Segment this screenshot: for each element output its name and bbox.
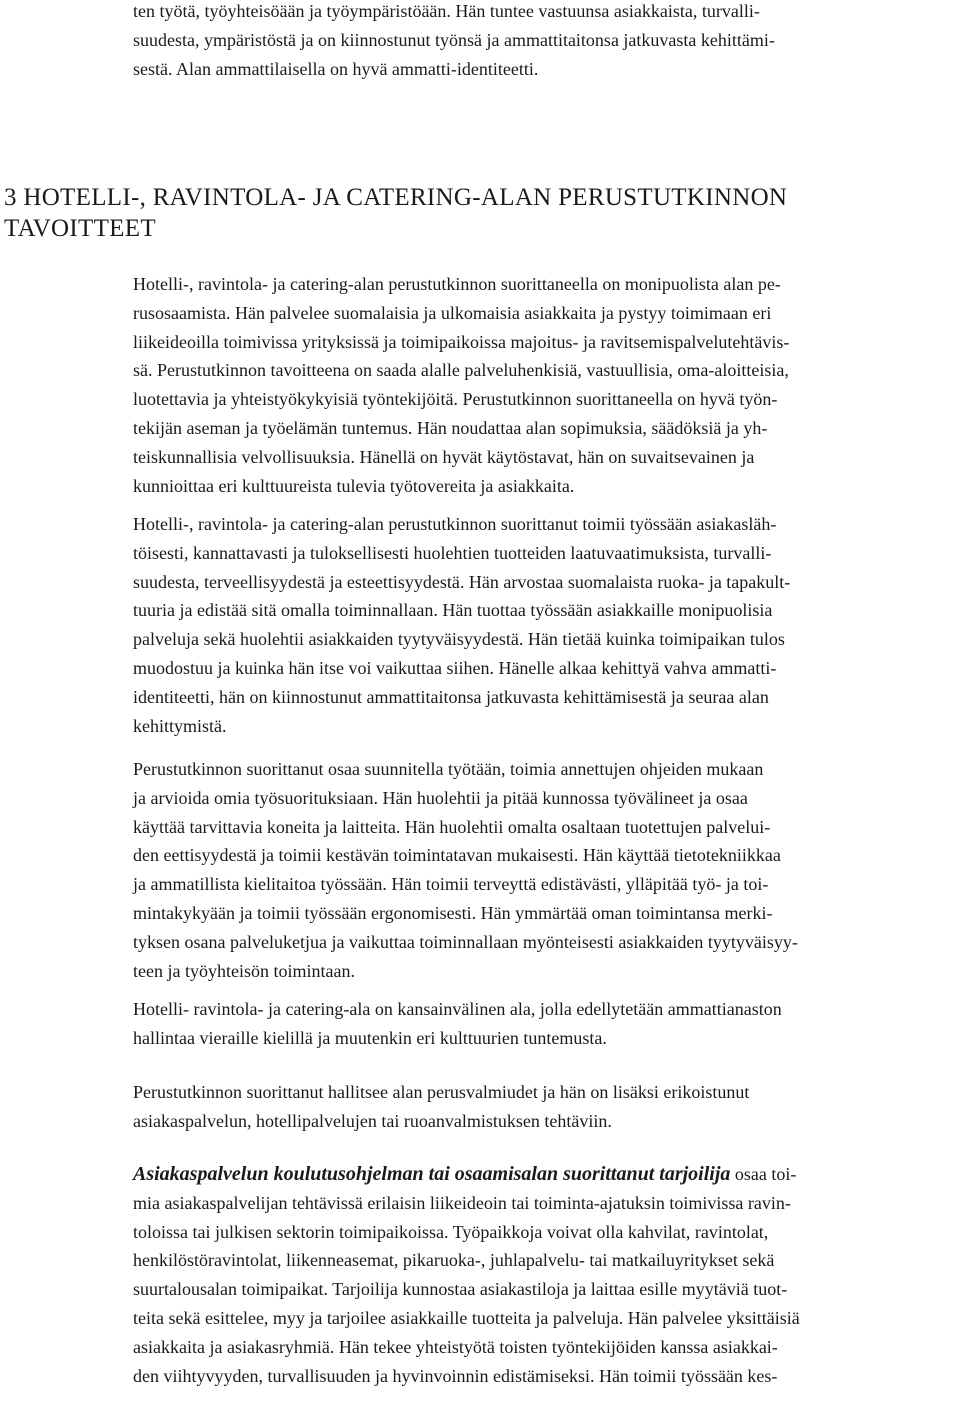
text-line: ja arvioida omia työsuorituksiaan. Hän huolehtii ja pitää kunnossa työvälineet ja osaa	[133, 787, 748, 808]
text-line: teen ja työyhteisön toimintaan.	[133, 960, 355, 981]
text-line: kunnioittaa eri kulttuureista tulevia työtovereita ja asiakkaita.	[133, 475, 575, 496]
text-line: Perustutkinnon suorittanut hallitsee alan perusvalmiudet ja hän on lisäksi erikoistunut	[133, 1082, 750, 1102]
text-line: Perustutkinnon suorittanut osaa suunnitella työtään, toimia annettujen ohjeiden mukaan	[133, 759, 764, 779]
text-line: tuuria ja edistää sitä omalla toiminnallaan. Hän tuottaa työssään asiakkaille monipuolisia	[133, 600, 773, 621]
paragraph-specialization	[133, 1078, 945, 1136]
text-line: tyksen osana palveluketjua ja vaikuttaa toiminnallaan myönteisesti asiakkaiden tyytyväisyy-	[133, 931, 798, 952]
text-line: sä. Perustutkinnon tavoitteena on saada alalle palveluhenkisiä, vastuullisia, oma-aloitteisia,	[133, 360, 789, 381]
text-line: tekijän aseman ja työelämän tuntemus. Hän noudattaa alan sopimuksia, säädöksiä ja yh-	[133, 417, 768, 438]
text-line: hallintaa vieraille kielillä ja muutenkin eri kulttuurien tuntemusta.	[133, 1027, 607, 1048]
text-line: ja ammatillista kielitaitoa työssään. Hän toimii terveyttä edistävästi, ylläpitää työ- ja toi-	[133, 874, 769, 895]
text-line: luotettavia ja yhteistyökykyisiä työntekijöitä. Perustutkinnon suorittaneella on hyvä työn-	[133, 389, 778, 410]
text-line: Hotelli- ravintola- ja catering-ala on kansainvälinen ala, jolla edellytetään ammattianaston	[133, 999, 782, 1019]
paragraph-goals	[133, 270, 945, 500]
text-line: ten työtä, työyhteisöään ja työympäristöään. Hän tuntee vastuunsa asiakkaista, turvalli-	[133, 1, 760, 21]
lead-emphasis: Asiakaspalvelun koulutusohjelman tai osaamisalan suorittanut tarjoilija	[133, 1163, 731, 1185]
paragraph-customer-oriented	[133, 510, 945, 740]
text-line: palveluja sekä huolehtii asiakkaiden tyytyväisyydestä. Hän tietää kuinka toimipaikan tulos	[133, 629, 785, 650]
section-heading-line: 3 HOTELLI-, RAVINTOLA- JA CATERING-ALAN PERUSTUTKINNON	[4, 184, 788, 211]
text-line: teiskunnallisia velvollisuuksia. Hänellä on hyvät käytöstavat, hän on suvaitsevainen ja	[133, 446, 755, 467]
text-line: Hotelli-, ravintola- ja catering-alan perustutkinnon suorittaneella on monipuolista alan pe-	[133, 274, 781, 294]
lead-continuation: osaa toi-	[730, 1164, 797, 1184]
text-line: rusosaamista. Hän palvelee suomalaisia ja ulkomaisia asiakkaita ja pystyy toimimaan eri	[133, 302, 772, 323]
section-heading	[4, 182, 944, 244]
text-line: suurtalousalan toimipaikat. Tarjoilija kunnostaa asiakastiloja ja laittaa esille myytäviä tuot-	[133, 1279, 788, 1300]
text-line: muodostuu ja kuinka hän itse voi vaikuttaa siihen. Hänelle alkaa kehittyä vahva ammatti-	[133, 657, 777, 678]
text-line: Hotelli-, ravintola- ja catering-alan perustutkinnon suorittanut toimii työssään asiakasläh-	[133, 514, 777, 534]
paragraph-waiter	[133, 1160, 945, 1390]
paragraph-international	[133, 995, 945, 1053]
text-line: töisesti, kannattavasti ja tuloksellisesti huolehtien tuotteiden laatuvaatimuksista, turvalli-	[133, 542, 772, 563]
text-line: identiteetti, hän on kiinnostunut ammattitaitonsa jatkuvasta kehittämisestä ja seuraa alan	[133, 686, 769, 707]
text-line: käyttää tarvittavia koneita ja laitteita. Hän huolehtii omalta osaltaan tuotettujen palvelui-	[133, 816, 771, 837]
text-line: mia asiakaspalvelijan tehtävissä erilaisin liikeideoin tai toiminta-ajatuksin toimivissa ravin-	[133, 1192, 791, 1213]
text-line: mintakykyään ja toimii työssään ergonomisesti. Hän ymmärtää oman toimintansa merki-	[133, 902, 773, 923]
text-line: den viihtyvyyden, turvallisuuden ja hyvinvoinnin edistämiseksi. Hän toimii työssään kes-	[133, 1365, 778, 1386]
paragraph-planning	[133, 755, 945, 985]
text-line	[133, 1160, 945, 1189]
text-line: toloissa tai julkisen sektorin toimipaikoissa. Työpaikkoja voivat olla kahvilat, ravintolat,	[133, 1221, 769, 1242]
text-line: liikeideoilla toimivissa yrityksissä ja toimipaikoissa majoitus- ja ravitsemispalvelutehtävis-	[133, 331, 790, 352]
text-line: asiakaspalvelun, hotellipalvelujen tai ruoanvalmistuksen tehtäviin.	[133, 1110, 612, 1131]
intro-paragraph	[133, 0, 945, 83]
text-line: teita sekä esittelee, myy ja tarjoilee asiakkaille tuotteita ja palveluja. Hän palvelee yksittäisiä	[133, 1307, 800, 1328]
text-line: suudesta, ympäristöstä ja on kiinnostunut työnsä ja ammattitaitonsa jatkuvasta kehittämi-	[133, 29, 775, 50]
text-line: asiakkaita ja asiakasryhmiä. Hän tekee yhteistyötä toisten työntekijöiden kanssa asiakkai-	[133, 1336, 778, 1357]
text-line: henkilöstöravintolat, liikenneasemat, pikaruoka-, juhlapalvelu- tai matkailuyritykset sekä	[133, 1250, 775, 1271]
text-line: den eettisyydestä ja toimii kestävän toimintatavan mukaisesti. Hän käyttää tietotekniikkaa	[133, 845, 781, 866]
text-line: sestä. Alan ammattilaisella on hyvä ammatti-identiteetti.	[133, 58, 539, 79]
text-line: kehittymistä.	[133, 715, 227, 736]
text-line: suudesta, terveellisyydestä ja esteettisyydestä. Hän arvostaa suomalaista ruoka- ja tapakult-	[133, 571, 791, 592]
section-heading-line: TAVOITTEET	[4, 215, 156, 242]
